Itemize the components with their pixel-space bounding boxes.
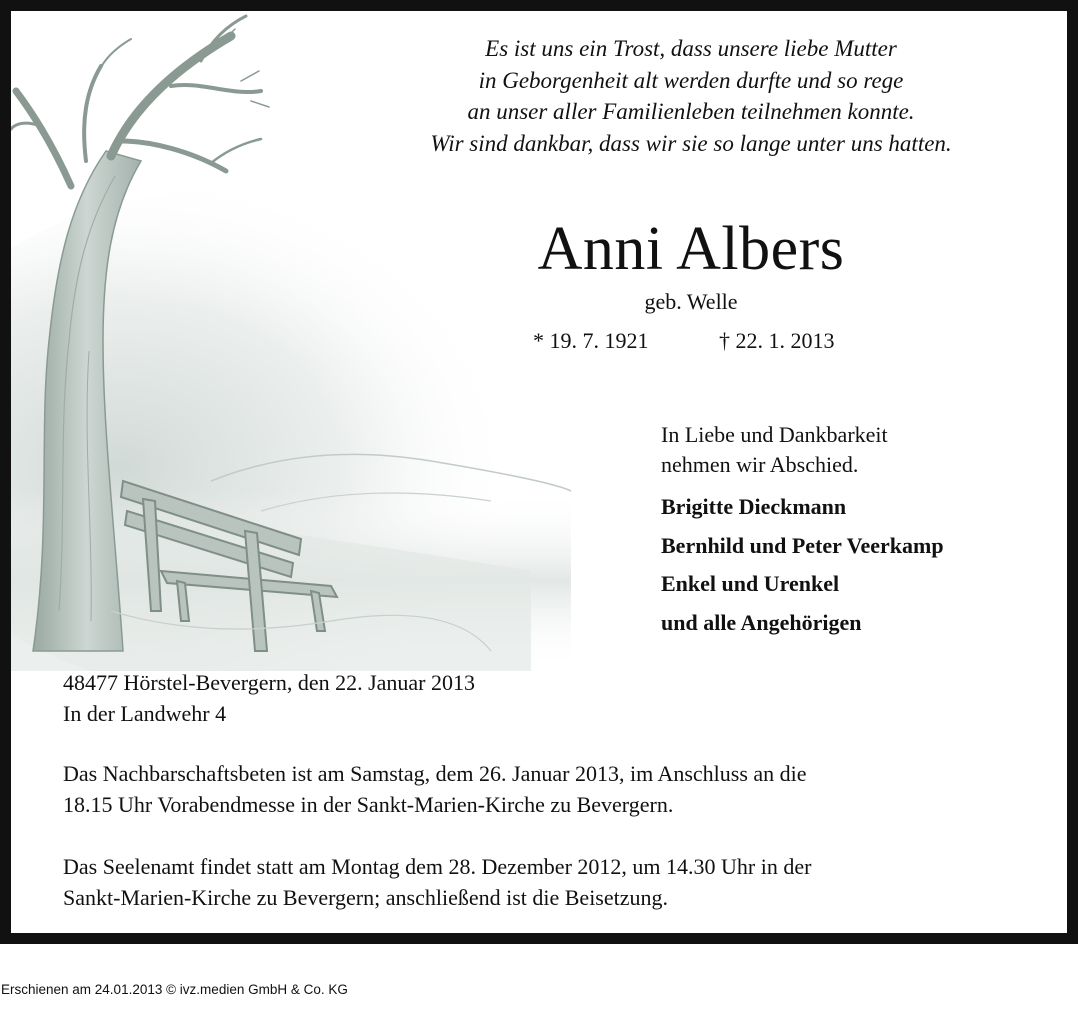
street-address: In der Landwehr 4 [63, 701, 227, 726]
mourner-item: Bernhild und Peter Veerkamp [661, 532, 944, 558]
birth-date: * 19. 7. 1921 [533, 328, 649, 353]
maiden-name: geb. Welle [644, 289, 738, 314]
announcement-line: 18.15 Uhr Vorabendmesse in der Sankt-Marien-Kirche zu Bevergern. [63, 792, 674, 817]
deceased-name: Anni Albers [537, 215, 845, 283]
quote-line: in Geborgenheit alt werden durfte und so rege [478, 67, 904, 93]
quote-line: Wir sind dankbar, dass wir sie so lange unter uns hatten. [430, 130, 952, 156]
announcement-requiem [63, 851, 1023, 913]
farewell-line: In Liebe und Dankbarkeit [661, 422, 888, 447]
announcement-prayer [63, 758, 1023, 820]
announcement-line: Das Nachbarschaftsbeten ist am Samstag, dem 26. Januar 2013, im Anschluss an die [63, 761, 807, 786]
address-block [63, 667, 763, 729]
obituary-card [11, 11, 1067, 933]
place-and-date: 48477 Hörstel-Bevergern, den 22. Januar 2013 [63, 670, 475, 695]
announcement-line: Das Seelenamt findet statt am Montag dem 28. Dezember 2012, um 14.30 Uhr in der [63, 854, 812, 879]
mourner-item: Enkel und Urenkel [661, 571, 840, 596]
memorial-quote [341, 33, 1041, 159]
announcement-line: Sankt-Marien-Kirche zu Bevergern; anschließend ist die Beisetzung. [63, 885, 669, 910]
quote-line: Es ist uns ein Trost, dass unsere liebe Mutter [485, 36, 897, 61]
quote-line: an unser aller Familienleben teilnehmen konnte. [467, 99, 915, 124]
mourners-list [661, 488, 1061, 642]
farewell-text [661, 420, 1061, 480]
mourner-item: und alle Angehörigen [661, 609, 862, 635]
publication-footer: Erschienen am 24.01.2013 © ivz.medien GmbH & Co. KG [1, 982, 348, 997]
farewell-line: nehmen wir Abschied. [661, 452, 859, 477]
life-dates [533, 327, 873, 355]
mourner-item: Brigitte Dieckmann [661, 494, 847, 519]
death-date: † 22. 1. 2013 [719, 328, 835, 353]
